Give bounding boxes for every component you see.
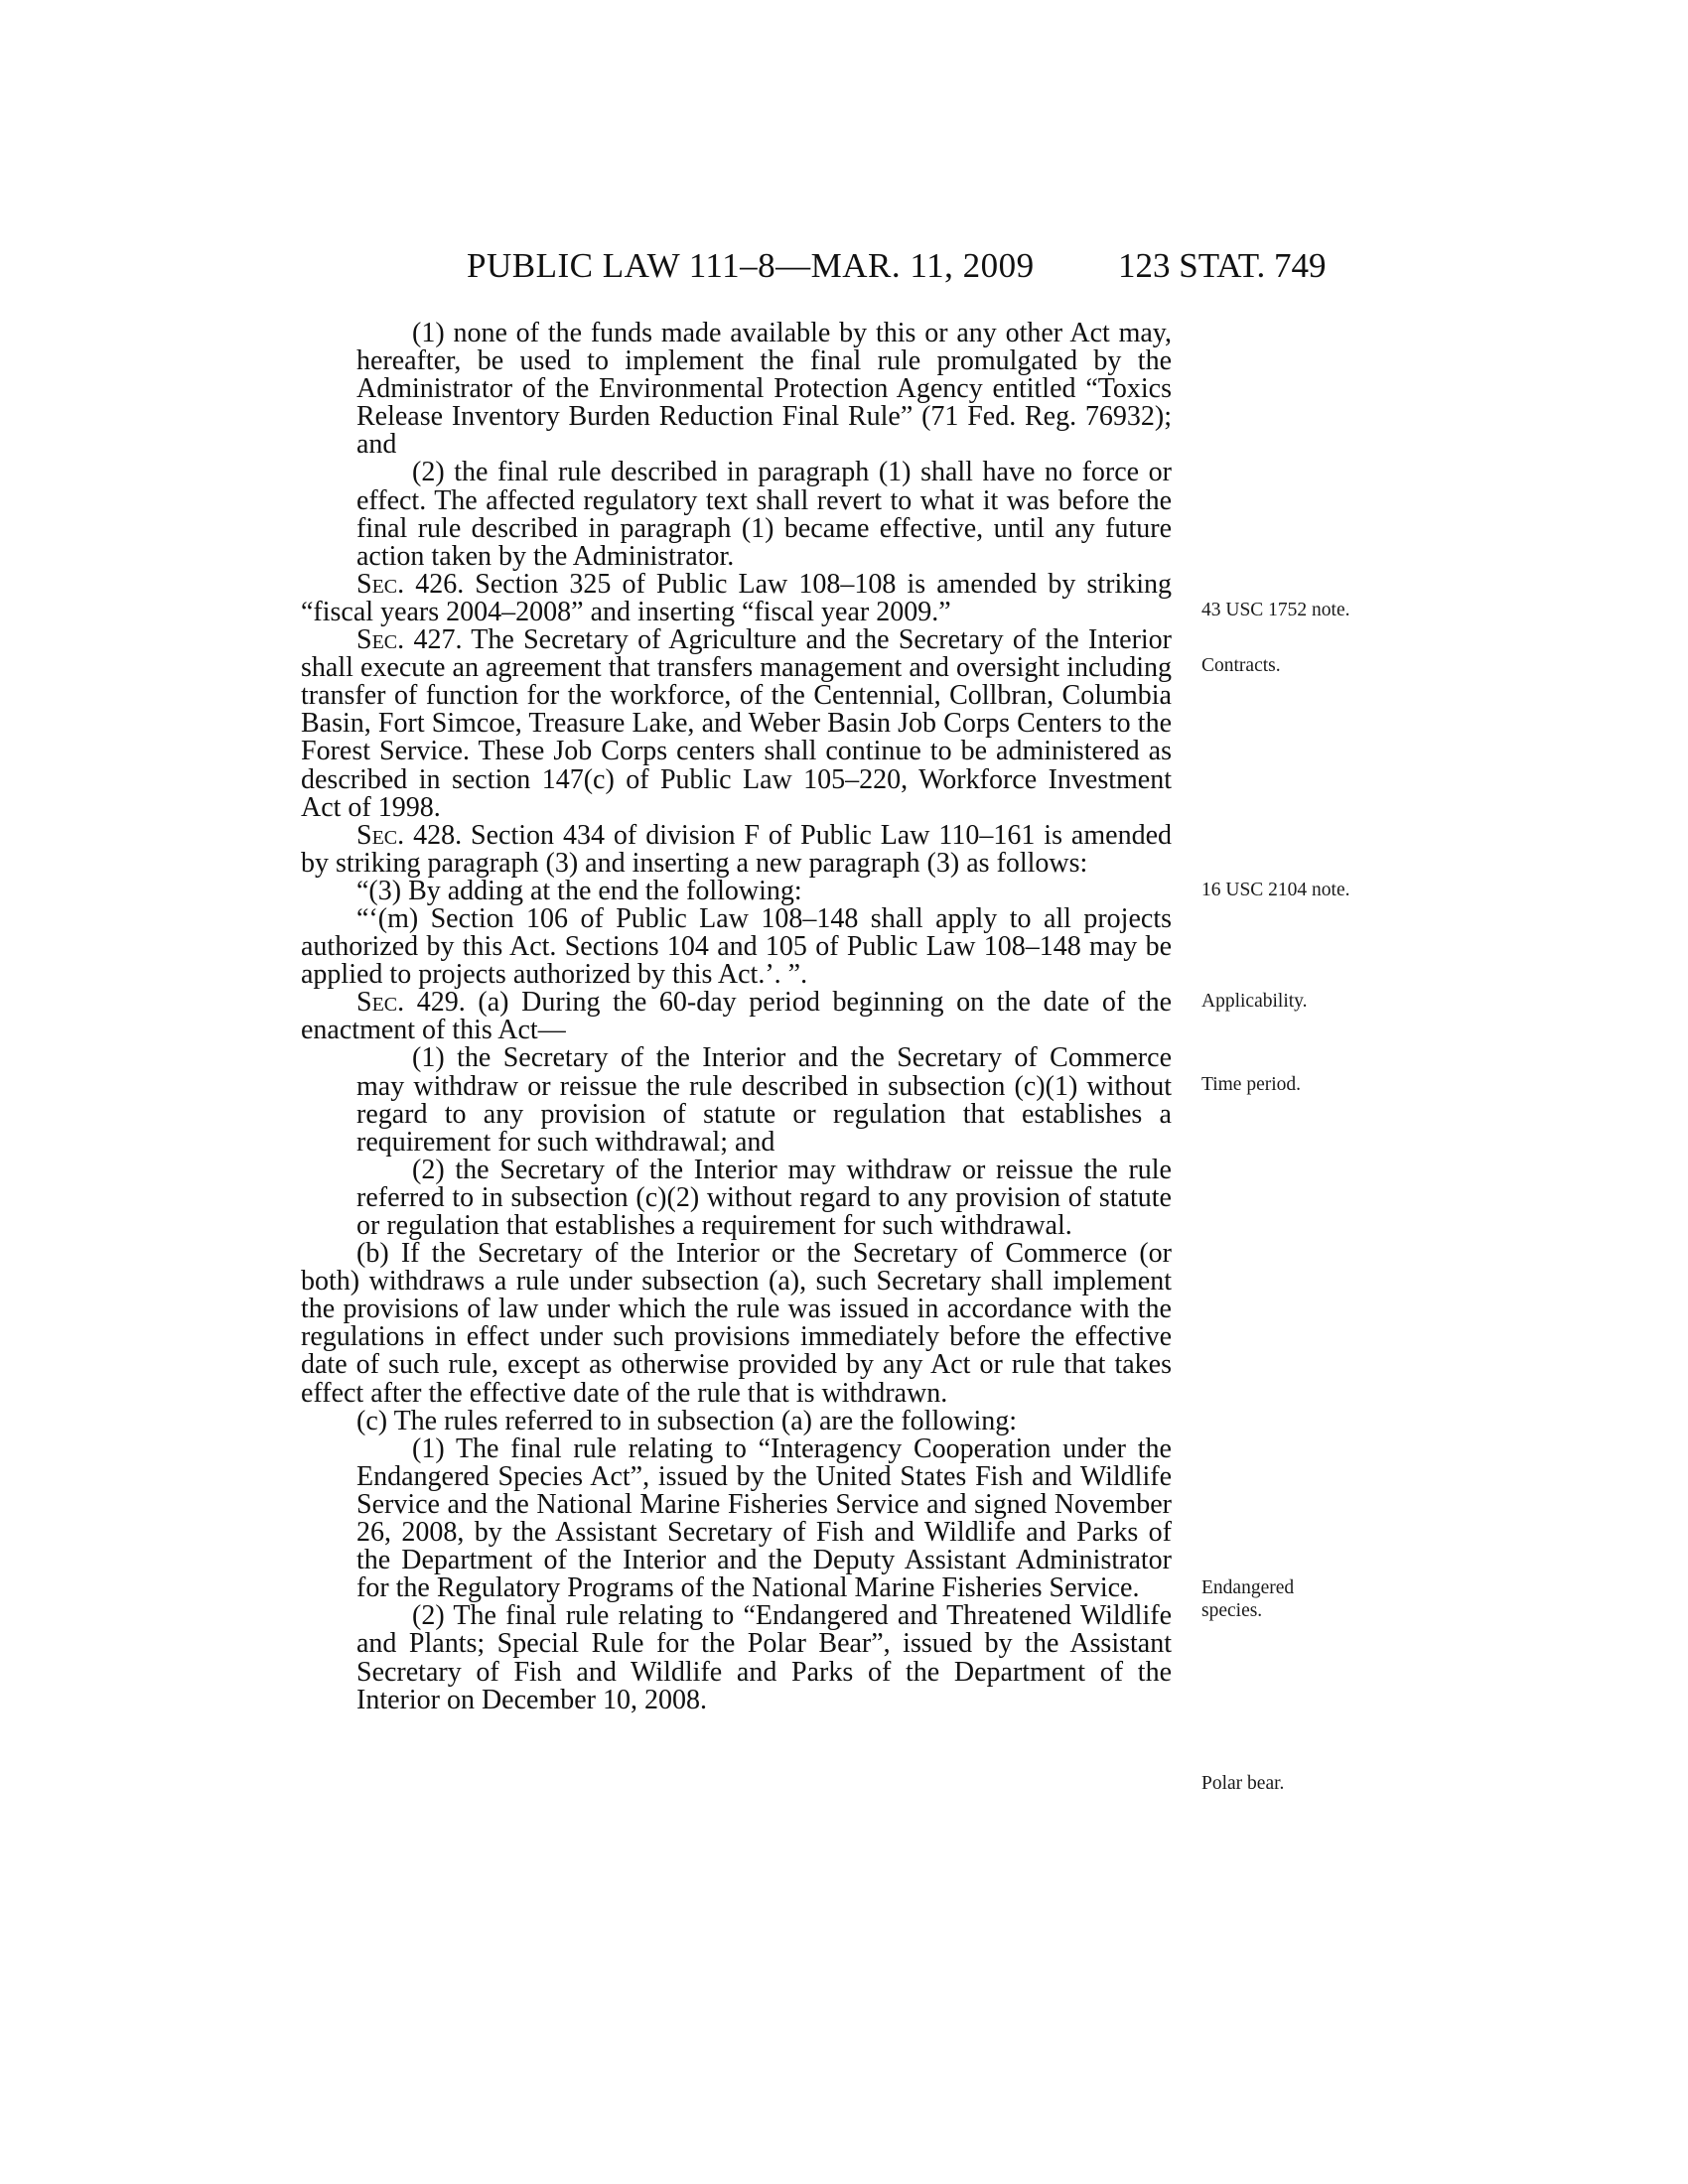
section-label: Sec.	[356, 624, 405, 656]
margin-note-43-usc: 43 USC 1752 note.	[1201, 600, 1350, 620]
section-label: Sec.	[356, 987, 405, 1019]
margin-note-16-usc: 16 USC 2104 note.	[1201, 880, 1350, 900]
running-head: PUBLIC LAW 111–8—MAR. 11, 2009	[467, 246, 1035, 285]
statute-page-reference: 123 STAT. 749	[1118, 246, 1327, 285]
paragraph-2: (2) the final rule described in paragraph (1) shall have no force or effect. The affected regulatory text shall revert to what it was before the final rule described in paragraph (1) became effective, until any future action taken by the Administrator.	[356, 457, 1172, 572]
margin-note-contracts: Contracts.	[1201, 655, 1281, 676]
margin-note-time-period: Time period.	[1201, 1074, 1302, 1095]
body-text	[301, 320, 1172, 1714]
section-426: Sec. 426. Section 325 of Public Law 108–108 is amended by striking “fiscal years 2004–2008” and inserting “fiscal year 2009.”	[301, 568, 1172, 627]
margin-note-applicability: Applicability.	[1201, 991, 1308, 1012]
margin-note-polar-bear: Polar bear.	[1201, 1773, 1285, 1794]
margin-note-endangered-species: Endangered species.	[1201, 1577, 1295, 1621]
section-label: Sec.	[356, 568, 405, 600]
section-429-a-1: (1) the Secretary of the Interior and the Secretary of Commerce may withdraw or reissue the rule described in subsection (c)(1) without regard to any provision of statute or regulation that establishes a requirement for such withdrawal; and	[356, 1042, 1172, 1158]
paragraph-1: (1) none of the funds made available by this or any other Act may, hereafter, be used to implement the final rule promulgated by the Administrator of the Environmental Protection Agency entitled “Toxics Release Inventory Burden Reduction Final Rule” (71 Fed. Reg. 76932); and	[356, 318, 1172, 461]
section-429-c: (c) The rules referred to in subsection (a) are the following:	[356, 1405, 1017, 1436]
section-429-c-2: (2) The final rule relating to “Endangered and Threatened Wildlife and Plants; Special Rule for the Polar Bear”, issued by the Assistant Secretary of Fish and Wildlife and Parks of the Department of the Interior on December 10, 2008.	[356, 1600, 1172, 1715]
quoted-subsection-m: “‘(m) Section 106 of Public Law 108–148 shall apply to all projects authorized by this Act. Sections 104 and 105 of Public Law 108–148 may be applied to projects authorized by this Act.’. ”.	[301, 902, 1172, 991]
section-429: Sec. 429. (a) During the 60-day period beginning on the date of the enactment of this Act—	[301, 987, 1172, 1046]
section-428: Sec. 428. Section 434 of division F of Public Law 110–161 is amended by striking paragraph (3) and inserting a new paragraph (3) as follows:	[301, 819, 1172, 879]
section-429-a-2: (2) the Secretary of the Interior may withdraw or reissue the rule referred to in subsection (c)(2) without regard to any provision of statute or regulation that establishes a requirement for such withdrawal.	[356, 1154, 1172, 1241]
section-429-c-1: (1) The final rule relating to “Interagency Cooperation under the Endangered Species Act”, issued by the United States Fish and Wildlife Service and the National Marine Fisheries Service and signed November 26, 2008, by the Assistant Secretary of Fish and Wildlife and Parks of the Department of the Interior and the Deputy Assistant Administrator for the Regulatory Programs of the National Marine Fisheries Service.	[356, 1433, 1172, 1604]
section-427: Sec. 427. The Secretary of Agriculture and the Secretary of the Interior shall execute an agreement that transfers management and oversight including transfer of function for the workforce, of the Centennial, Collbran, Columbia Basin, Fort Simcoe, Treasure Lake, and Weber Basin Job Corps Centers to the Forest Service. These Job Corps centers shall continue to be administered as described in section 147(c) of Public Law 105–220, Workforce Investment Act of 1998.	[301, 624, 1172, 823]
section-label: Sec.	[356, 819, 405, 851]
section-429-b: (b) If the Secretary of the Interior or the Secretary of Commerce (or both) withdraws a rule under subsection (a), such Secretary shall implement the provisions of law under which the rule was issued in accordance with the regulations in effect under such provisions immediately before the effective date of such rule, except as otherwise provided by any Act or rule that takes effect after the effective date of the rule that is withdrawn.	[301, 1238, 1172, 1409]
quoted-paragraph-3: “(3) By adding at the end the following:	[356, 875, 802, 906]
